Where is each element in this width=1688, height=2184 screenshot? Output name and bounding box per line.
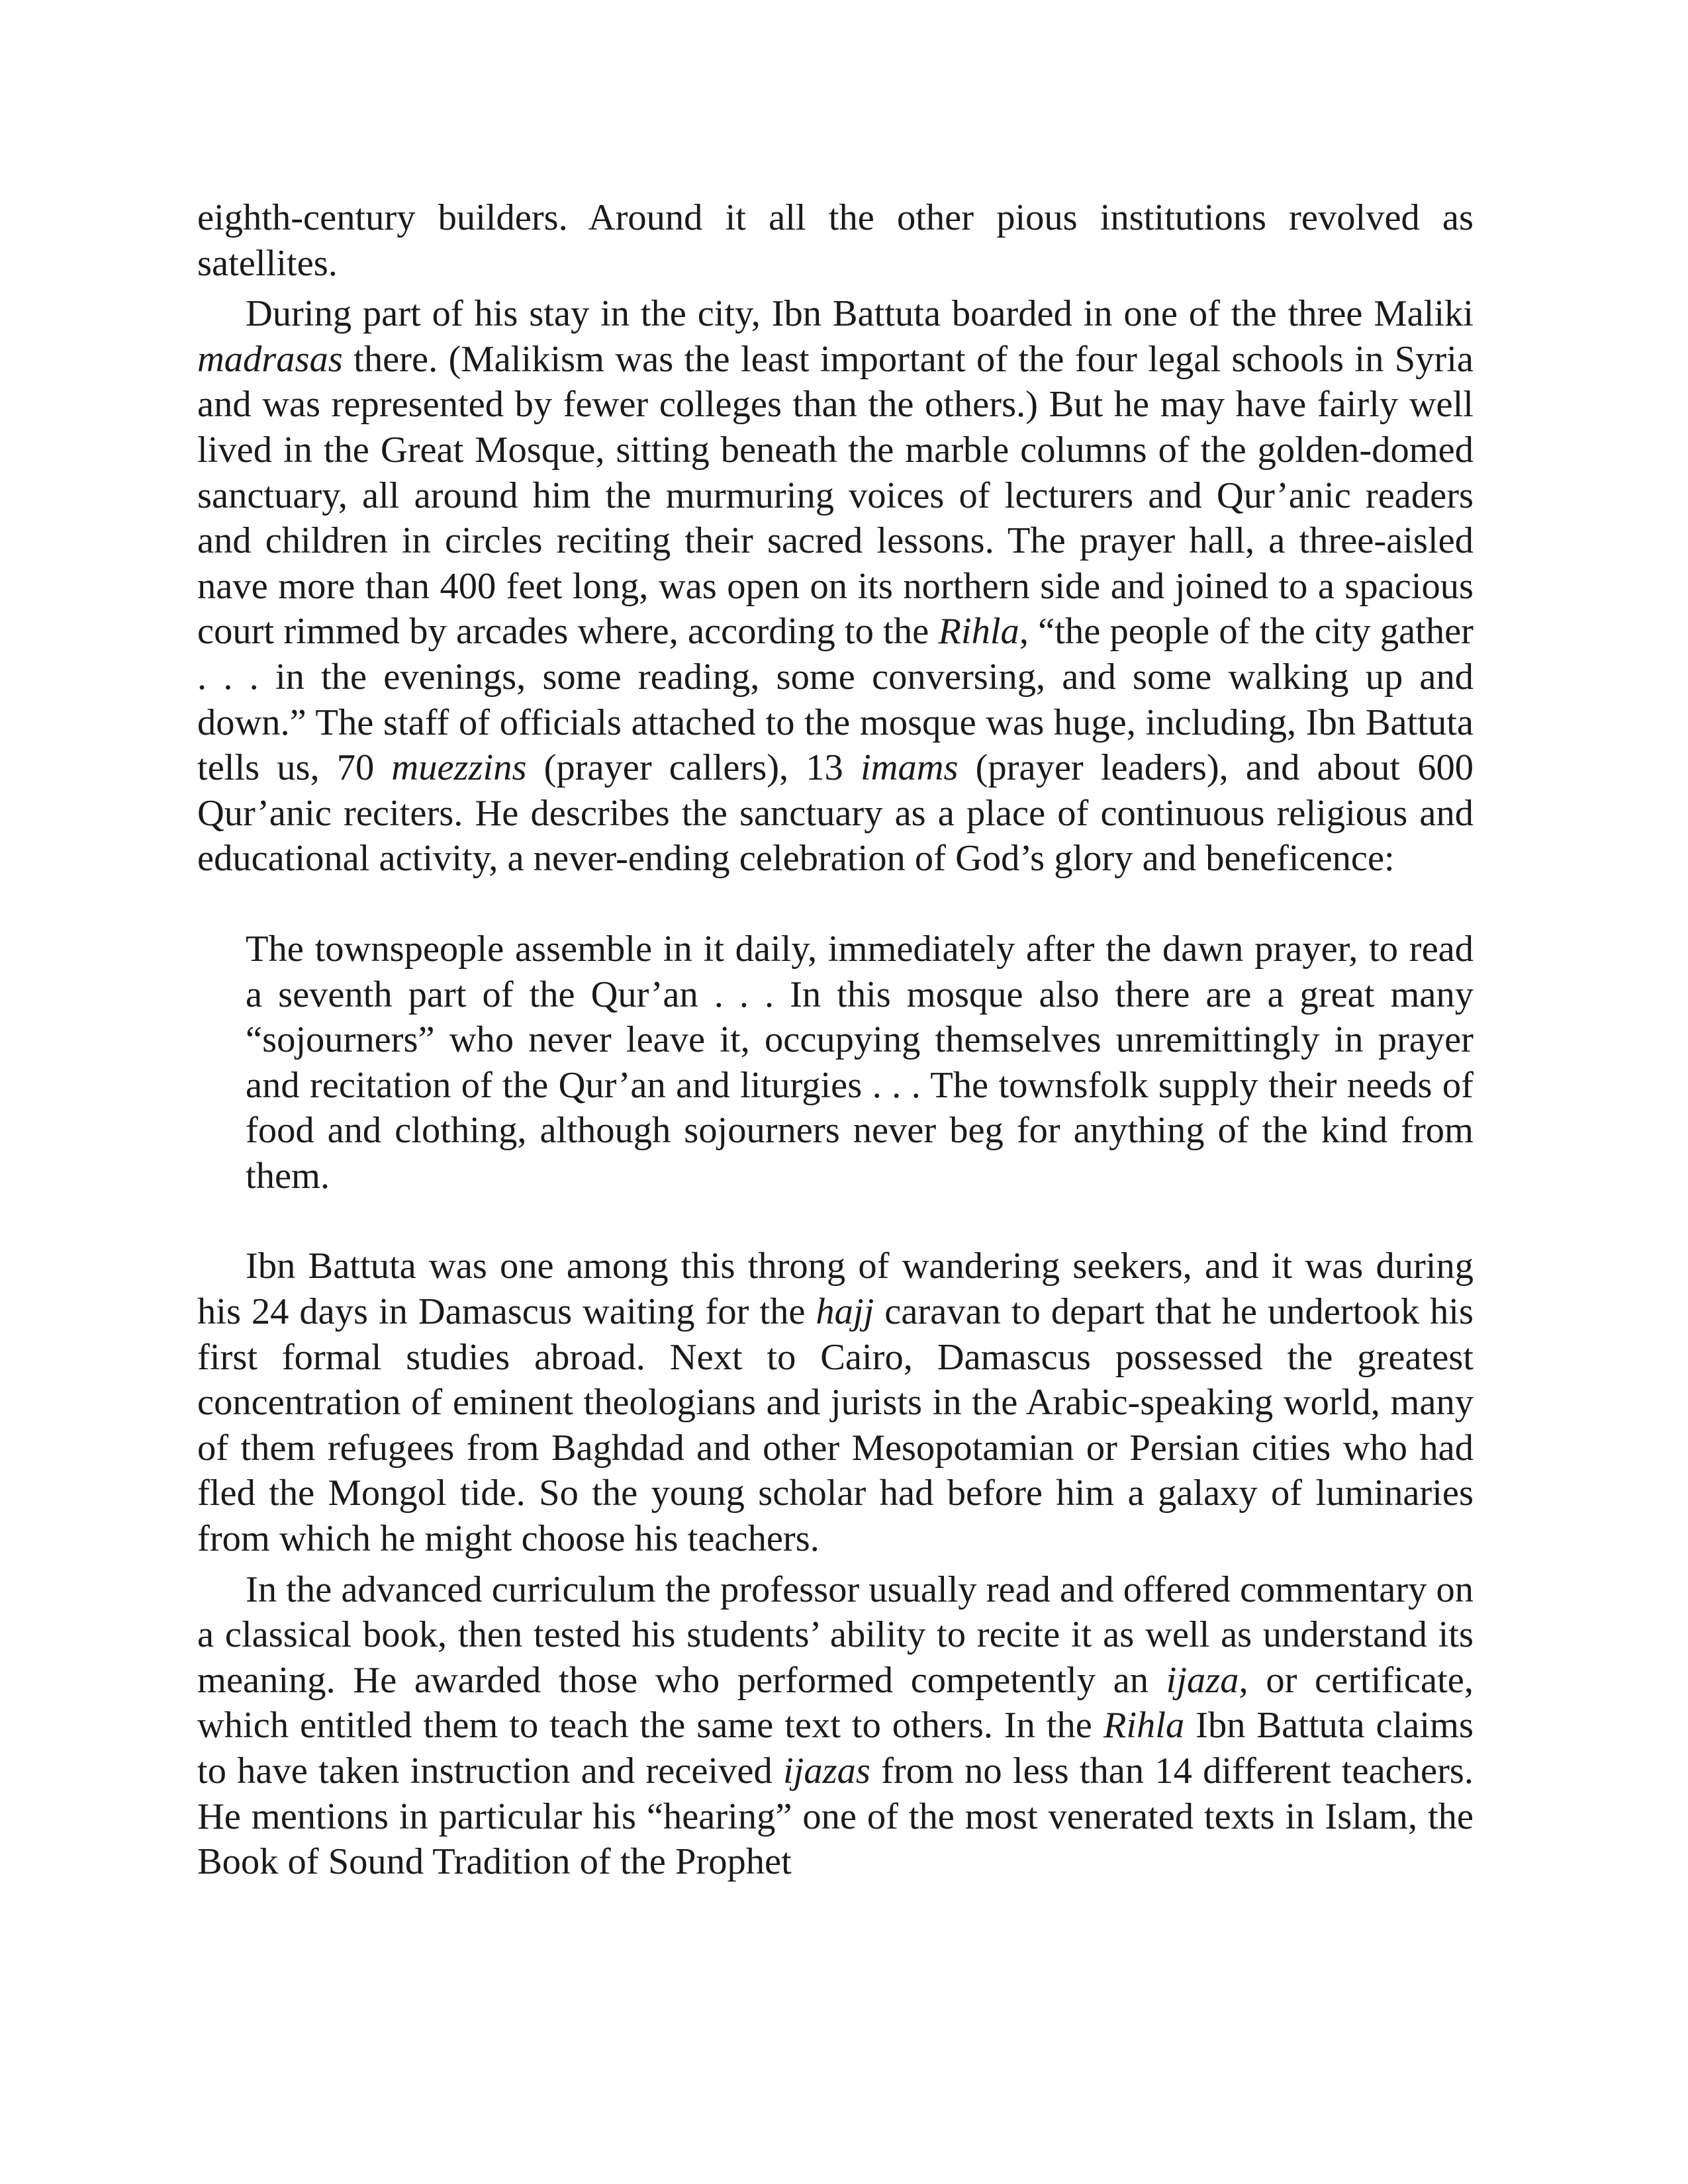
text-run: from no less than 14 different teachers. He mentions in particular his “hearing” one of the most venerated texts in Islam, the Book of Sound Tradition of the Prophet — [197, 1751, 1474, 1883]
italic-term: hajj — [816, 1291, 874, 1333]
text-run: caravan to depart that he undertook his first formal studies abroad. Next to Cairo, Damascus possessed the greatest concentration of eminent theologians and jurists in the Arabic-speaking world, many of them refugees from Baghdad and other Mesopotamian or Persian cities who had fled the Mongol tide. So the young scholar had before him a galaxy of luminaries from which he might choose his teachers. — [197, 1291, 1474, 1560]
italic-term: imams — [860, 747, 959, 789]
italic-term: ijazas — [782, 1751, 870, 1792]
paragraph-seekers — [197, 1244, 1474, 1561]
text-run: In the advanced curriculum the professor usually read and offered commentary on a classical book, then tested his students’ ability to recite it as well as understand its meaning. He awarded those who performed competently an — [197, 1569, 1474, 1701]
italic-term: muezzins — [391, 747, 527, 789]
block-quote — [246, 927, 1474, 1199]
paragraph-madrasas — [197, 291, 1474, 882]
text-run: there. (Malikism was the least important of the four legal schools in Syria and was represented by fewer colleges than the others.) But he may have fairly well lived in the Great Mosque, sitting beneath the marble columns of the golden-domed sanctuary, all around him the murmuring voices of lecturers and Qur’anic readers and children in circles reciting their sacred lessons. The prayer hall, a three-aisled nave more than 400 feet long, was open on its northern side and joined to a spacious court rimmed by arcades where, according to the — [197, 338, 1474, 653]
italic-term: madrasas — [197, 338, 343, 380]
text-run: , or certificate, which entitled them to teach the same text to others. In the — [197, 1659, 1474, 1747]
italic-term: ijaza — [1166, 1659, 1239, 1701]
text-run: (prayer callers), 13 — [526, 747, 861, 789]
document-page — [197, 195, 1474, 1885]
text-run: Ibn Battuta was one among this throng of wandering seekers, and it was during his 24 days in Damascus waiting for the — [197, 1246, 1474, 1333]
italic-term: Rihla — [938, 611, 1019, 653]
text-run: eighth-century builders. Around it all the other pious institutions revolved as satellites. — [197, 197, 1474, 284]
text-run: (prayer leaders), and about 600 Qur’anic reciters. He describes the sanctuary as a place of continuous religious and educational activity, a never-ending celebration of God’s glory and beneficence: — [197, 747, 1474, 880]
text-run: During part of his stay in the city, Ibn Battuta boarded in one of the three Maliki — [246, 293, 1474, 335]
text-run: Ibn Battuta claims to have taken instruction and received — [197, 1705, 1474, 1792]
text-run: The townspeople assemble in it daily, immediately after the dawn prayer, to read a seventh part of the Qur’an . . . In this mosque also there are a great many “sojourners” who never leave it, occupying themselves unremittingly in prayer and recitation of the Qur’an and liturgies . . . The townsfolk supply their needs of food and clothing, although sojourners never beg for anything of the kind from them. — [246, 928, 1474, 1197]
paragraph-curriculum — [197, 1567, 1474, 1885]
italic-term: Rihla — [1103, 1705, 1185, 1747]
text-run: , “the people of the city gather . . . in the evenings, some reading, some conversing, and some walking up and down.” The staff of officials attached to the mosque was huge, including, Ibn Battuta tells us, 70 — [197, 611, 1474, 789]
paragraph-continuation — [197, 195, 1474, 286]
